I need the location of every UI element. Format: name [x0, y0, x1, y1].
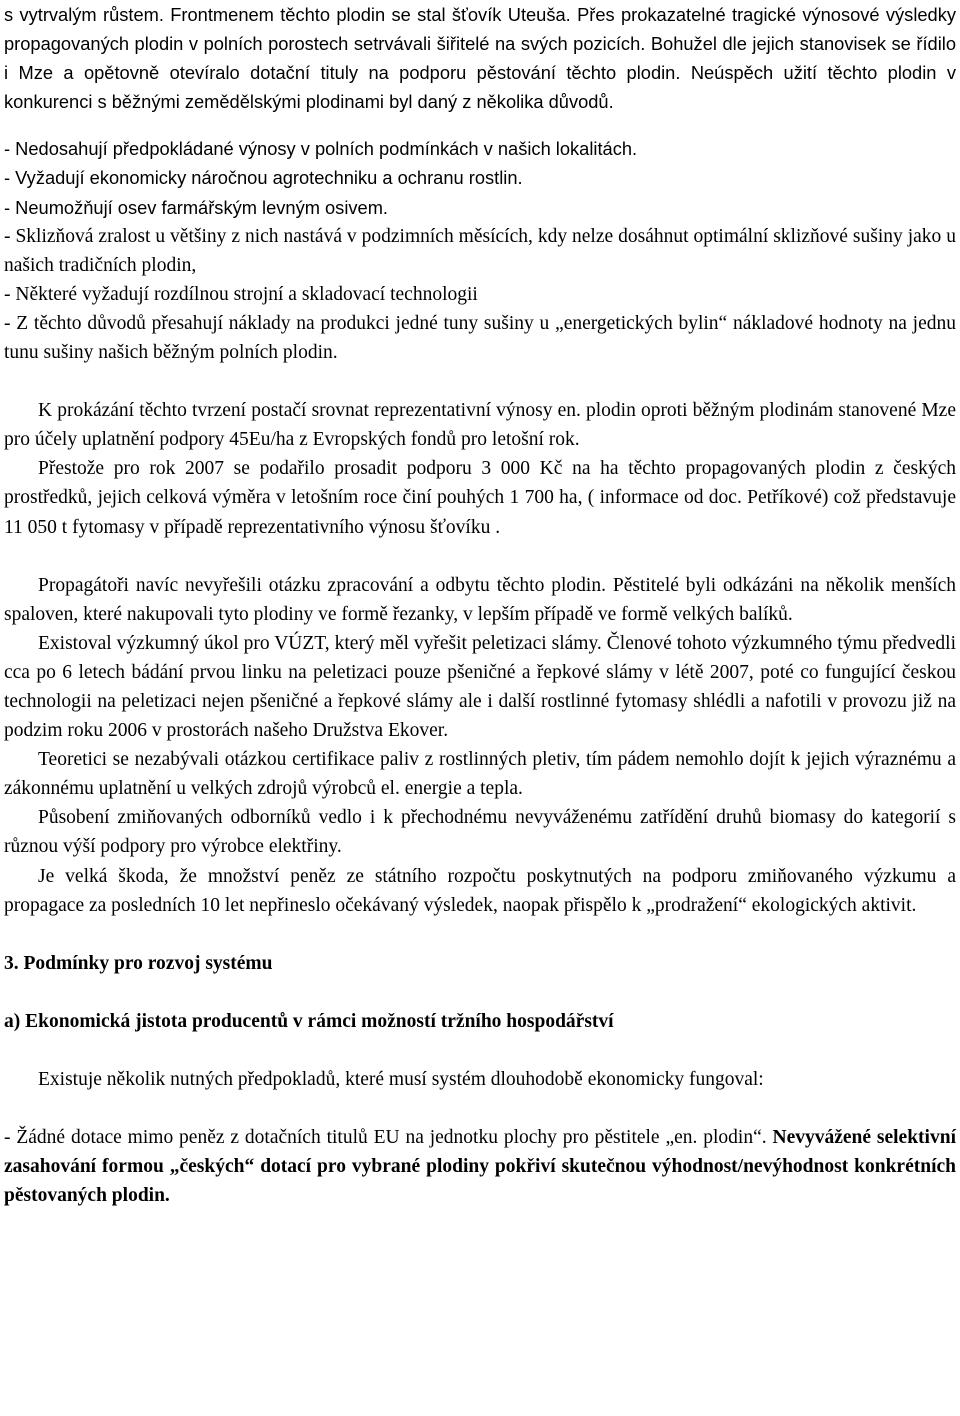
reason-item: - Nedosahují předpokládané výnosy v polních podmínkách v našich lokalitách. [4, 138, 638, 160]
reason-item: - Některé vyžadují rozdílnou strojní a skladovací technologii [4, 283, 478, 305]
dotace-bold-text: Nevyvážené selektivní zasahování formou „českých“ dotací pro vybrané plodiny pokřiví skutečnou výhodnost/nevýhodnost konkrétních pěstovaných plodin. [4, 1127, 956, 1207]
subsection-heading: a) Ekonomická jistota producentů v rámci možností tržního hospodářství [4, 1010, 614, 1032]
paragraph-propagatori: Propagátoři navíc nevyřešili otázku zpracování a odbytu těchto plodin. Pěstitelé byli odkázáni na několik menších spaloven, které nakupovali tyto plodiny ve formě řezanky, v lepším případě ve formě velkých balíků. [4, 574, 956, 625]
paragraph-skoda: Je velká škoda, že množství peněz ze státního rozpočtu poskytnutých na podporu zmiňovaného výzkumu a propagace za posledních 10 let nepřineslo očekávaný výsledek, naopak přispělo k „prodražení“ ekologických aktivit. [4, 865, 956, 916]
intro-paragraph: s vytrvalým růstem. Frontmenem těchto plodin se stal šťovík Uteuša. Přes prokazatelné tragické výnosové výsledky propagovaných plodin v polních porostech setrvávali šiřitelé na svých pozicích. Bohužel dle jejich stanovisek se řídilo i Mze a opětovně otevíralo dotační tituly na podporu pěstování těchto plodin. Neúspěch užití těchto plodin v konkurenci s běžnými zemědělskými plodinami byl daný z několika důvodů. [4, 4, 956, 113]
dotace-text: - Žádné dotace mimo peněz z dotačních titulů EU na jednotku plochy pro pěstitele „en. plodin“. [4, 1127, 773, 1148]
paragraph-vuzt: Existoval výzkumný úkol pro VÚZT, který měl vyřešit peletizaci slámy. Členové tohoto výzkumného týmu předvedli cca po 6 letech bádání prvou linku na peletizaci pouze pšeničné a řepkové slámy v létě 2007, poté co fungující českou technologii na peletizaci nejen pšeničné a řepkové slámy ale i další rostlinné fytomasy shlédli a nafotili v provozu již na podzim roku 2006 v prostorách našeho Družstva Ekover. [4, 632, 956, 742]
paragraph-pusobeni: Působení zmiňovaných odborníků vedlo i k přechodnému nevyváženému zatřídění druhů biomasy do kategorií s různou výší podpory pro výrobce elektřiny. [4, 807, 956, 858]
reason-item: - Z těchto důvodů přesahují náklady na produkci jedné tuny sušiny u „energetických bylin“ nákladové hodnoty na jednu tunu sušiny našich běžným polních plodin. [4, 312, 956, 364]
reasons-list [4, 134, 956, 367]
section-heading: 3. Podmínky pro rozvoj systému [4, 952, 273, 974]
reason-item: - Neumožňují osev farmářským levným osivem. [4, 196, 389, 218]
reason-item: - Vyžadují ekonomicky náročnou agrotechniku a ochranu rostlin. [4, 167, 523, 189]
paragraph-existuje: Existuje několik nutných předpokladů, které musí systém dlouhodobě ekonomicky fungoval: [38, 1068, 764, 1090]
paragraph-dotace [4, 1123, 956, 1210]
reason-item: - Sklizňová zralost u většiny z nich nastává v podzimních měsících, kdy nelze dosáhnut optimální sklizňové sušiny jako u našich tradičních plodin, [4, 225, 956, 276]
paragraph-2007: Přestože pro rok 2007 se podařilo prosadit podporu 3 000 Kč na ha těchto propagovaných plodin z českých prostředků, jejich celková výměra v letošním roce činí pouhých 1 700 ha, ( informace od doc. Petříkové) což představuje 11 050 t fytomasy v případě reprezentativního výnosu šťovíku . [4, 458, 956, 538]
paragraph-prokazani: K prokázání těchto tvrzení postačí srovnat reprezentativní výnosy en. plodin oproti běžným plodinám stanovené Mze pro účely uplatnění podpory 45Eu/ha z Evropských fondů pro letošní rok. [4, 400, 956, 451]
paragraph-teoretici: Teoretici se nezabývali otázkou certifikace paliv z rostlinných pletiv, tím pádem nemohlo dojít k jejich výraznému a zákonnému uplatnění u velkých zdrojů výrobců el. energie a tepla. [4, 749, 956, 800]
